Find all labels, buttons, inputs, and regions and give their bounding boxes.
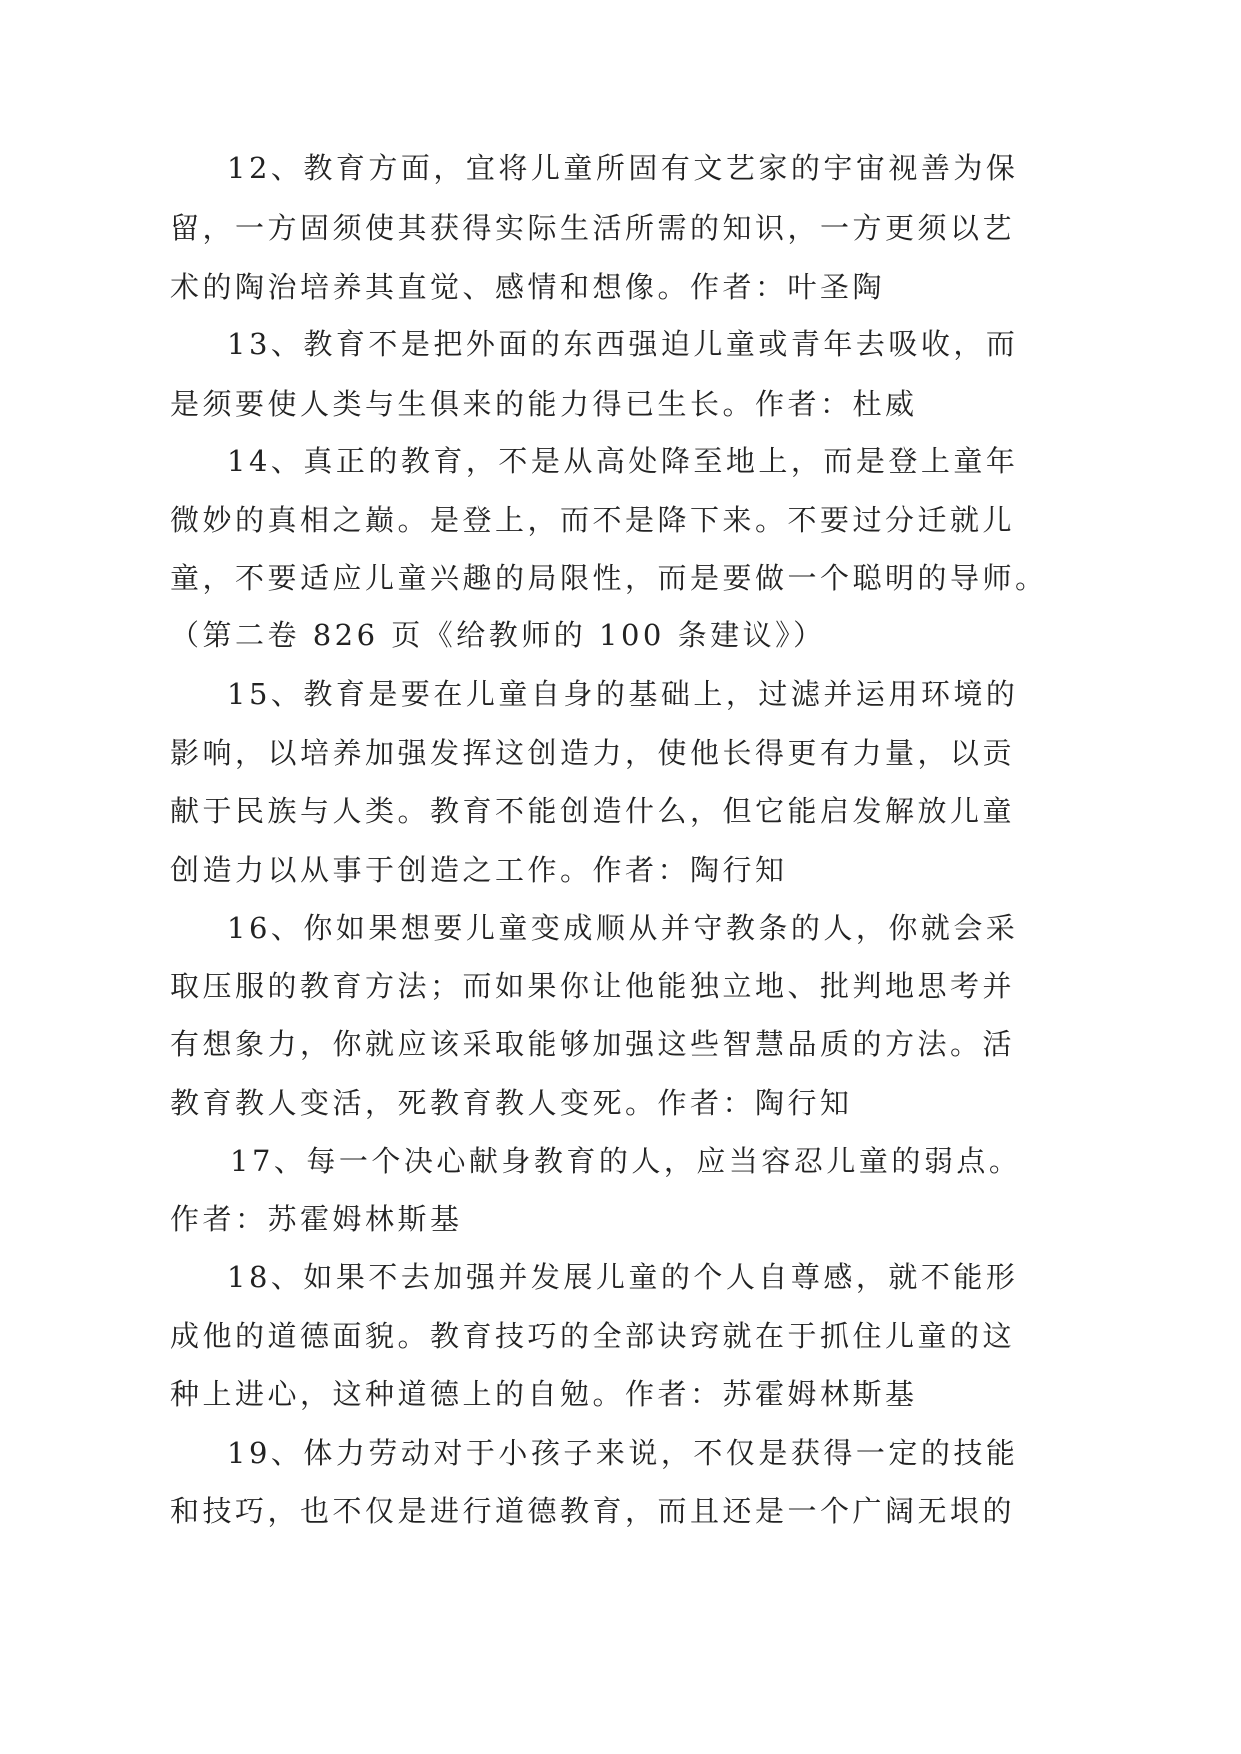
text-line: 童，不要适应儿童兴趣的局限性，而是要做一个聪明的导师。 (170, 561, 1048, 595)
text-line: 14、真正的教育，不是从高处降至地上，而是登上童年 (227, 444, 1019, 478)
text-line: 成他的道德面貌。教育技巧的全部诀窍就在于抓住儿童的这 (170, 1319, 1016, 1353)
text-line: 15、教育是要在儿童自身的基础上，过滤并运用环境的 (227, 677, 1019, 711)
text-line: 教育教人变活，死教育教人变死。作者：陶行知 (170, 1086, 853, 1120)
text-line: 留，一方固须使其获得实际生活所需的知识，一方更须以艺 (170, 211, 1016, 245)
text-line: 17、每一个决心献身教育的人，应当容忍儿童的弱点。 (230, 1144, 1022, 1178)
text-line: 16、你如果想要儿童变成顺从并守教条的人，你就会采 (227, 911, 1019, 945)
text-line: 种上进心，这种道德上的自勉。作者：苏霍姆林斯基 (170, 1377, 918, 1411)
text-line: 12、教育方面，宜将儿童所固有文艺家的宇宙视善为保 (227, 151, 1019, 185)
text-line: 创造力以从事于创造之工作。作者：陶行知 (170, 853, 788, 887)
text-line: 献于民族与人类。教育不能创造什么，但它能启发解放儿童 (170, 794, 1016, 828)
text-line: 影响，以培养加强发挥这创造力，使他长得更有力量，以贡 (170, 736, 1016, 770)
text-line: （第二卷 826 页《给教师的 100 条建议》） (170, 618, 826, 652)
text-line: 取压服的教育方法；而如果你让他能独立地、批判地思考并 (170, 969, 1016, 1003)
text-line: 微妙的真相之巅。是登上，而不是降下来。不要过分迁就儿 (170, 503, 1016, 537)
text-line: 术的陶治培养其直觉、感情和想像。作者：叶圣陶 (170, 270, 886, 304)
text-line: 19、体力劳动对于小孩子来说，不仅是获得一定的技能 (227, 1436, 1019, 1470)
text-line: 有想象力，你就应该采取能够加强这些智慧品质的方法。活 (170, 1027, 1016, 1061)
text-line: 作者：苏霍姆林斯基 (170, 1202, 463, 1236)
text-line: 13、教育不是把外面的东西强迫儿童或青年去吸收，而 (227, 327, 1019, 361)
text-line: 和技巧，也不仅是进行道德教育，而且还是一个广阔无垠的 (170, 1494, 1016, 1528)
text-line: 是须要使人类与生俱来的能力得已生长。作者：杜威 (170, 387, 918, 421)
text-line: 18、如果不去加强并发展儿童的个人自尊感，就不能形 (227, 1260, 1019, 1294)
